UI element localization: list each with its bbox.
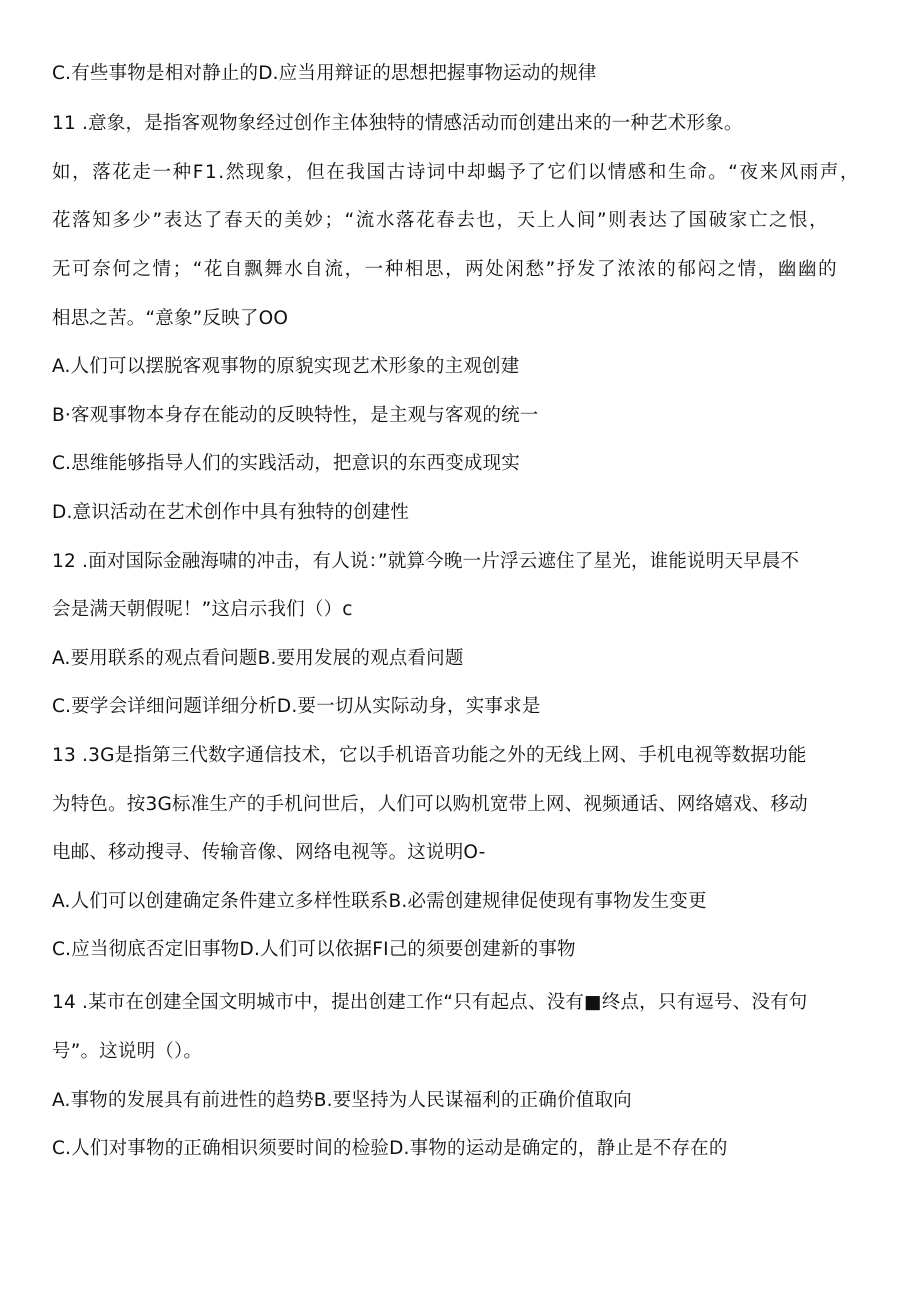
question-13-stem: 13 .3G是指第三代数字通信技术，它以手机语音功能之外的无线上网、手机电视等数据功能 [52,745,807,766]
answer-option: A.事物的发展具有前进性的趋势B.要坚持为人民谋福利的正确价值取向 [52,1090,632,1111]
answer-option: B·客观事物本身存在能动的反映特性，是主观与客观的统一 [52,405,539,426]
text-line: C.有些事物是相对静止的D.应当用辩证的思想把握事物运动的规律 [52,63,597,84]
answer-option: C.要学会详细问题详细分析D.要一切从实际动身，实事求是 [52,696,541,717]
question-11-stem: 11 .意象，是指客观物象经过创作主体独特的情感活动而创建出来的一种艺术形象。 [52,113,743,134]
text-line: 无可奈何之情；“花自飘舞水自流，一种相思，两处闲愁”抒发了浓浓的郁闷之情，幽幽的 [52,259,839,280]
answer-option: D.意识活动在艺术创作中具有独特的创建性 [52,502,410,523]
question-14-stem: 14 .某市在创建全国文明城市中，提出创建工作“只有起点、没有■终点，只有逗号、没有句 [52,992,808,1013]
answer-option: C.思维能够指导人们的实践活动，把意识的东西变成现实 [52,453,521,474]
text-line: 如，落花走一种F1.然现象，但在我国古诗词中却蝎予了它们以情感和生命。“夜来风雨声， [52,162,861,183]
answer-option: C.应当彻底否定旧事物D.人们可以依据FI己的须要创建新的事物 [52,939,576,960]
answer-option: A.要用联系的观点看问题B.要用发展的观点看问题 [52,648,464,669]
answer-option: C.人们对事物的正确相识须要时间的检验D.事物的运动是确定的，静止是不存在的 [52,1138,728,1159]
text-line: 号”。这说明（）。 [52,1041,203,1062]
answer-option: A.人们可以创建确定条件建立多样性联系B.必需创建规律促使现有事物发生变更 [52,891,707,912]
text-line: 为特色。按3G标准生产的手机问世后，人们可以购机宽带上网、视频通话、网络嬉戏、移动 [52,794,808,815]
question-12-stem: 12 .面对国际金融海啸的冲击，有人说：”就算今晚一片浮云遮住了星光，谁能说明天早晨不 [52,551,800,572]
text-line: 会是满天朝假呢！”这启示我们（）c [52,599,353,620]
text-line: 花落知多少”表达了春天的美妙；“流水落花春去也，天上人间”则表达了国破家亡之恨， [52,210,830,231]
text-line: 相思之苦。“意象”反映了OO [52,308,289,329]
text-line: 电邮、移动搜寻、传输音像、网络电视等。这说明O- [52,842,486,863]
answer-option: A.人们可以摆脱客观事物的原貌实现艺术形象的主观创建 [52,356,520,377]
